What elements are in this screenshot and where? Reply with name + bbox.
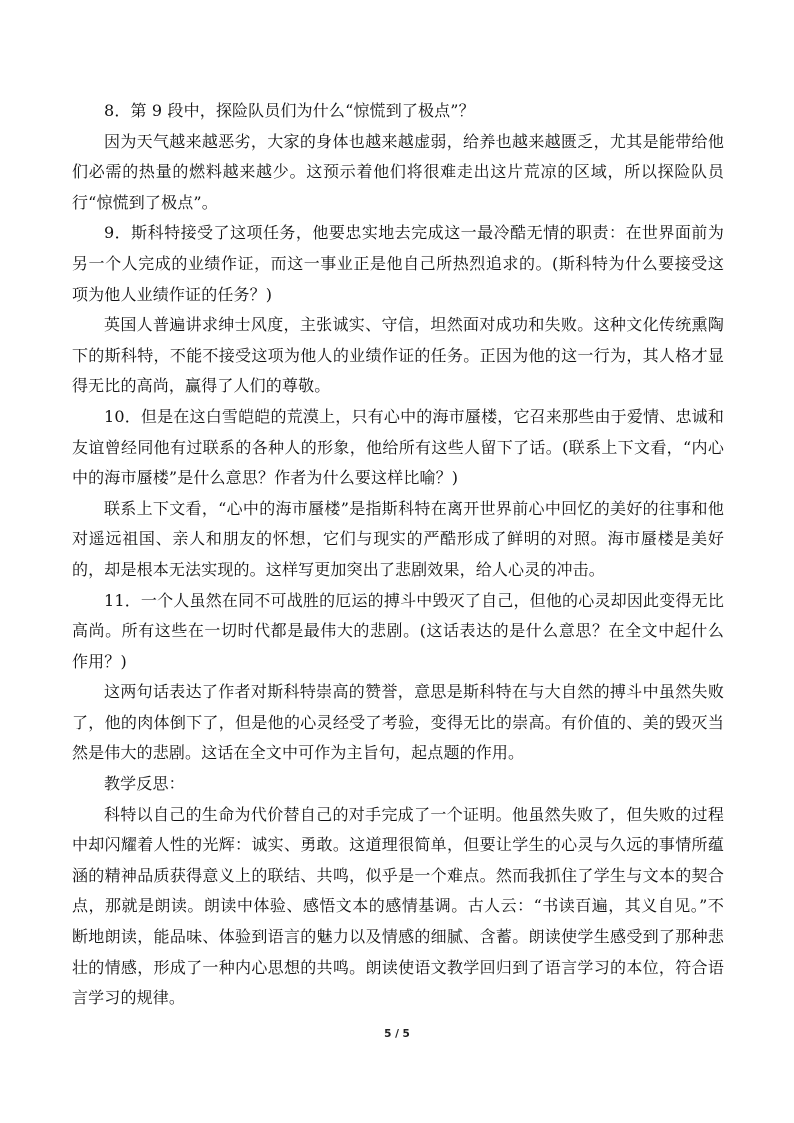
reflection-text: 科特以自己的生命为代价替自己的对手完成了一个证明。他虽然失败了，但失败的过程中却闪耀着人性的光辉：诚实、勇敢。这道理很简单，但要让学生的心灵与久远的事情所蕴涵的精神品质获得意义上的联结、共鸣，似乎是一个难点。然而我抓住了学生与文本的契合点，那就是朗读。朗读中体验、感悟文本的感情基调。古人云：“书读百遍，其义自见。”不断地朗读，能品味、体验到语言的魅力以及情感的细腻、含蓄。朗读使学生感受到了那种悲壮的情感，形成了一种内心思想的共鸣。朗读使语文教学回归到了语言学习的本位，符合语言学习的规律。: [72, 804, 724, 1008]
answer-8: 因为天气越来越恶劣，大家的身体也越来越虚弱，给养也越来越匮乏，尤其是能带给他们必需的热量的燃料越来越少。这预示着他们将很难走出这片荒凉的区域，所以探险队员行“惊慌到了极点”。: [72, 131, 724, 212]
question-11: 11．一个人虽然在同不可战胜的厄运的搏斗中毁灭了自己，但他的心灵却因此变得无比高尚。所有这些在一切时代都是最伟大的悲剧。(这话表达的是什么意思？在全文中起什么作用？): [72, 590, 724, 671]
question-10: 10．但是在这白雪皑皑的荒漠上，只有心中的海市蜃楼，它召来那些由于爱情、忠诚和友谊曾经同他有过联系的各种人的形象，他给所有这些人留下了话。(联系上下文看，“内心中的海市蜃楼”是什么意思？作者为什么要这样比喻？): [72, 406, 724, 488]
answer-10: 联系上下文看，“心中的海市蜃楼”是指斯科特在离开世界前心中回忆的美好的往事和他对遥远祖国、亲人和朋友的怀想，它们与现实的严酷形成了鲜明的对照。海市蜃楼是美好的，却是根本无法实现的。这样写更加突出了悲剧效果，给人心灵的冲击。: [72, 498, 724, 579]
answer-9: 英国人普遍讲求绅士风度，主张诚实、守信，坦然面对成功和失败。这种文化传统熏陶下的斯科特，不能不接受这项为他人的业绩作证的任务。正因为他的这一行为，其人格才显得无比的高尚，赢得了人们的尊敬。: [72, 315, 724, 396]
page-number: 5 / 5: [384, 1028, 410, 1040]
question-9: 9．斯科特接受了这项任务，他要忠实地去完成这一最冷酷无情的职责：在世界面前为另一个人完成的业绩作证，而这一事业正是他自己所热烈追求的。(斯科特为什么要接受这项为他人业绩作证的任务？): [72, 223, 724, 304]
question-8: 8．第 9 段中，探险队员们为什么“惊慌到了极点”？: [104, 101, 475, 120]
document-body: [72, 96, 724, 1014]
answer-11: 这两句话表达了作者对斯科特崇高的赞誉，意思是斯科特在与大自然的搏斗中虽然失败了，他的肉体倒下了，但是他的心灵经受了考验，变得无比的崇高。有价值的、美的毁灭当然是伟大的悲剧。这话在全文中可作为主旨句，起点题的作用。: [72, 682, 724, 763]
reflection-heading: 教学反思：: [104, 774, 185, 794]
